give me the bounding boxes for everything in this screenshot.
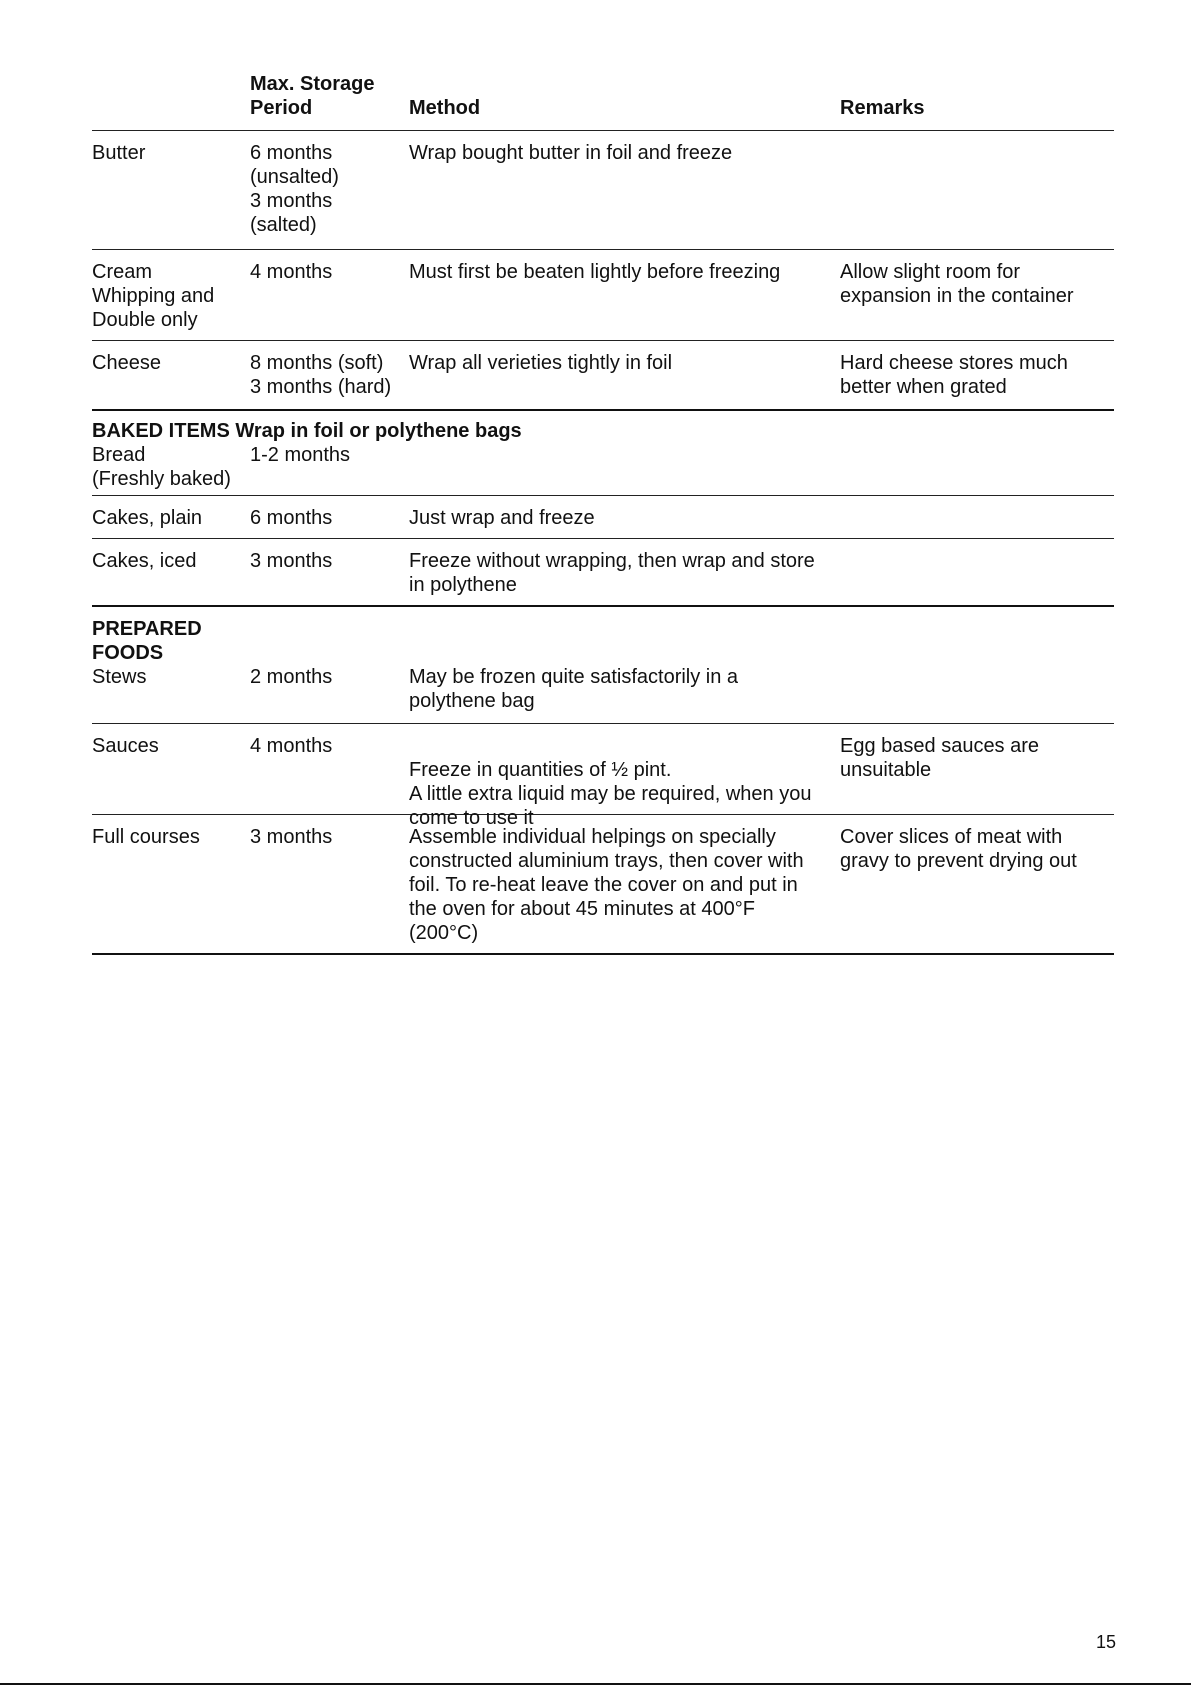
row-item: Full courses (92, 826, 200, 848)
method-text: Freeze in quantities of (409, 759, 612, 781)
row-period: 6 months (unsalted) 3 months (salted) (250, 142, 339, 236)
row-period: 4 months (250, 261, 333, 283)
row-period: 3 months (250, 826, 333, 848)
row-item: Stews (92, 666, 147, 688)
row-period: 8 months (soft) 3 months (hard) (250, 352, 392, 398)
section-baked-items (92, 419, 1114, 443)
row-method: Wrap all verieties tightly in foil (409, 352, 673, 374)
row-method (409, 734, 829, 830)
row-method: Wrap bought butter in foil and freeze (409, 142, 733, 164)
row-item: Butter (92, 142, 146, 164)
row-item: Cheese (92, 352, 161, 374)
divider (92, 340, 1114, 341)
row-method: May be frozen quite satisfactorily in a polythene bag (409, 666, 739, 712)
row-item: Bread (Freshly baked) (92, 444, 231, 490)
row-method: Assemble individual helpings on specially constructed aluminium trays, then cover with foil. To re-heat leave the cover on and put in the oven for about 45 minutes at 400°F (200°C) (409, 826, 804, 944)
row-remarks: Cover slices of meat with gravy to prevent drying out (840, 826, 1077, 872)
row-method: Must first be beaten lightly before freezing (409, 261, 781, 283)
divider (92, 723, 1114, 724)
table-bottom-rule (92, 953, 1114, 955)
divider (92, 538, 1114, 539)
row-remarks: Allow slight room for expansion in the container (840, 261, 1074, 307)
row-period: 3 months (250, 550, 333, 572)
freezer-storage-table (92, 72, 1114, 955)
table-row-full-courses (92, 825, 1114, 953)
table-row-stews (92, 665, 1114, 723)
section-prepared-foods (92, 617, 1114, 665)
row-remarks: Hard cheese stores much better when grated (840, 352, 1068, 398)
row-item: Cakes, iced (92, 550, 197, 572)
divider (92, 495, 1114, 496)
row-period: 1-2 months (250, 444, 351, 466)
table-row-cheese (92, 351, 1114, 409)
section-heading: PREPARED FOODS (92, 618, 202, 664)
row-period: 6 months (250, 507, 333, 529)
row-period: 4 months (250, 735, 333, 757)
table-row-cream (92, 260, 1114, 340)
row-method: Just wrap and freeze (409, 507, 595, 529)
header-storage-period: Max. Storage Period (250, 73, 375, 119)
table-row-bread (92, 443, 1114, 495)
row-item: Sauces (92, 735, 159, 757)
header-remarks: Remarks (840, 97, 925, 119)
table-header (92, 72, 1114, 128)
row-item: Cream Whipping and Double only (92, 261, 215, 331)
method-text: pint. (628, 759, 672, 781)
table-row-cakes-plain (92, 506, 1114, 538)
table-row-butter (92, 141, 1114, 249)
table-row-sauces (92, 734, 1114, 829)
fraction: ½ (611, 759, 629, 781)
section-divider (92, 409, 1114, 411)
divider (92, 249, 1114, 250)
section-divider (92, 605, 1114, 607)
row-item: Cakes, plain (92, 507, 203, 529)
row-remarks: Egg based sauces are unsuitable (840, 735, 1040, 781)
table-row-cakes-iced (92, 549, 1114, 605)
header-method: Method (409, 97, 481, 119)
row-method: Freeze without wrapping, then wrap and store in polythene (409, 550, 815, 596)
method-text: A little extra liquid may be required, when you come to use it (409, 783, 812, 829)
section-heading: BAKED ITEMS Wrap in foil or polythene bags (92, 420, 522, 442)
page-number: 15 (1096, 1632, 1117, 1652)
row-period: 2 months (250, 666, 333, 688)
divider (92, 130, 1114, 131)
